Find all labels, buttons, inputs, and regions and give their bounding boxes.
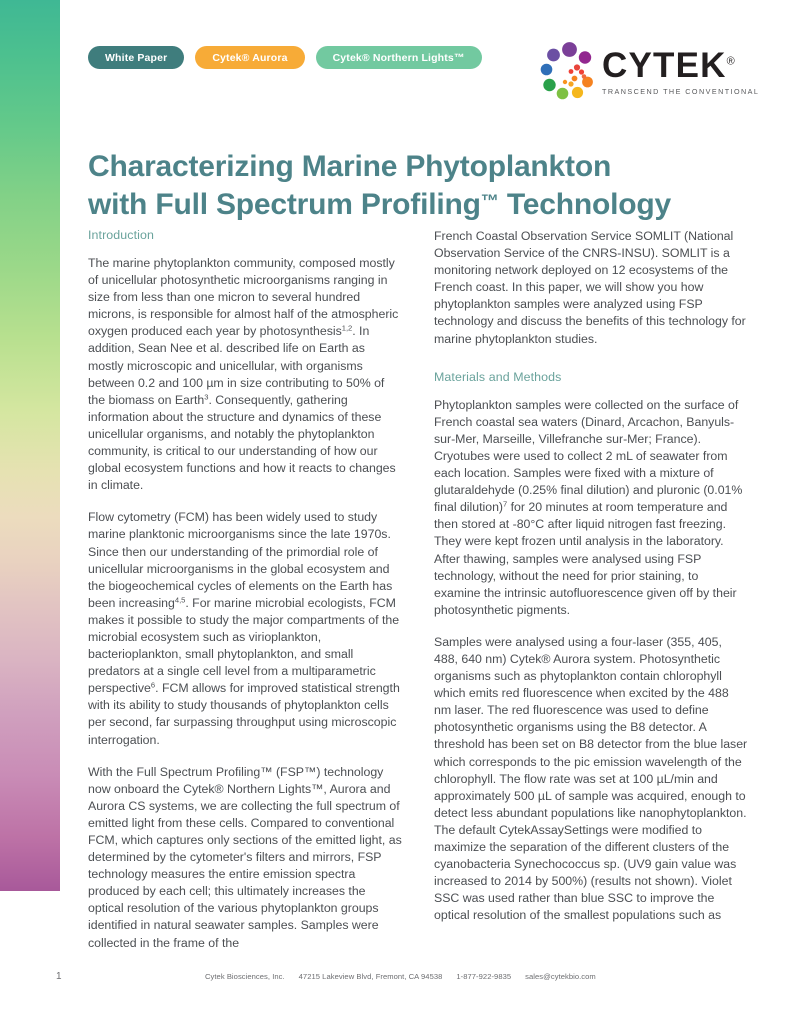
cytek-wordmark-text	[602, 48, 748, 83]
page-title-line2-pre: with Full Spectrum Profiling	[88, 187, 481, 221]
document-footer	[0, 969, 796, 993]
section-heading-introduction: Introduction	[88, 228, 154, 242]
page-title-line2-post: Technology	[498, 187, 671, 221]
body-columns	[88, 228, 748, 950]
footer-address: 47215 Lakeview Blvd, Fremont, CA 94538	[298, 972, 443, 981]
cytek-wordmark	[602, 46, 760, 96]
page-title	[88, 148, 738, 224]
page-title-line1: Characterizing Marine Phytoplankton	[88, 150, 612, 184]
document-header	[88, 40, 760, 110]
paragraph-intro-1: The marine phytoplankton community, composed mostly of unicellular photosynthetic microorganisms ranging in size from less than one micron to several hundred microns, is responsible for almost half of the atmospheric oxygen produced each year by photosynthesis$^{1,2}$. In addition, Sean Nee et al. described life on Earth as mostly microscopic and unicellular, with organisms between 0.2 and 100 µm in size contributing to 50% of the biomass on Earth$^3$. Consequently, gathering information about the structure and dynamics of these unicellular organisms, and notably the phytoplankton community, is critical to our understanding of how our global ecosystem functions and how it reacts to changes in climate.	[88, 256, 399, 493]
left-column	[88, 228, 402, 950]
footer-company: Cytek Biosciences, Inc.	[205, 972, 285, 981]
trademark-symbol: ™	[480, 190, 499, 211]
page-number: 1	[56, 971, 62, 982]
citation-marker: 7	[503, 499, 508, 509]
footer-phone: 1-877-922-9835	[456, 972, 512, 981]
cytek-registered-mark: ®	[726, 55, 736, 68]
footer-contact-info	[205, 972, 596, 981]
cytek-logo	[540, 40, 760, 102]
footer-email: sales@cytekbio.com	[525, 972, 596, 981]
citation-marker: 4,5	[174, 595, 186, 605]
paragraph-somlit: French Coastal Observation Service SOMLIT (National Observation Service of the CNRS-INSU). SOMLIT is a monitoring network deployed on 12 ecosystems of the French coast. In this paper, we will show you how phytoplankton samples were analyzed using FSP technology and discuss the benefits of this technology for marine phytoplankton studies.	[434, 229, 746, 346]
badge-cytek-aurora: Cytek® Aurora	[195, 46, 304, 69]
paragraph-methods-1: Phytoplankton samples were collected on the surface of French coastal sea waters (Dinard, Arcachon, Banyuls-sur-Mer, Marseille, Villefranche sur-Mer; France). Cryotubes were used to collect 2 mL of seawater from each location. Samples were fixed with a mixture of glutaraldehyde (0.25% final dilution) and pluronic (0.01% final dilution)$^7$ for 20 minutes at room temperature and then stored at -80°C after liquid nitrogen fast freezing. They were kept frozen until analysis in the laboratory. After thawing, samples were analysed using FSP technology, without the need for prior staining, to examine the intrinsic autofluorescence given off by their photosynthetic pigments.	[434, 397, 743, 617]
citation-marker: 6	[150, 680, 156, 690]
section-heading-materials-and-methods: Materials and Methods	[434, 369, 562, 384]
right-column	[434, 228, 748, 923]
cytek-tagline: TRANSCEND THE CONVENTIONAL	[602, 87, 760, 96]
cytek-name: CYTEK	[602, 46, 727, 85]
badge-white-paper: White Paper	[88, 46, 184, 69]
badge-cytek-northern-lights: Cytek® Northern Lights™	[316, 46, 482, 69]
citation-marker: 1,2	[341, 323, 353, 333]
paragraph-methods-2: Samples were analysed using a four-laser (355, 405, 488, 640 nm) Cytek® Aurora system. Photosynthetic organisms such as phytoplankton contain chlorophyll which emits red fluorescence when excited by the 488 nm laser. The red fluorescence was used to define photosynthetic organisms using the B8 detector. A threshold has been set on B8 detector from the blue laser which corresponds to the pic emission wavelength of the chlorophyll. The flow rate was set at 100 µL/min and approximately 500 µL of sample was acquired, enough to detect less abundant populations like nanophytoplankton. The default CytekAssaySettings were modified to maximize the separation of the different clusters of the cyanobacteria Synechococcus sp. (UV9 gain value was increased to 2014 by 500%) (results not shown). Violet SSC was used rather than blue SSC to improve the optical resolution of the smallest populations such as	[434, 634, 748, 923]
cytek-logo-mark-icon	[540, 42, 598, 100]
citation-marker: 3	[204, 392, 209, 402]
paragraph-intro-2: Flow cytometry (FCM) has been widely used to study marine planktonic microorganisms since the late 1970s. Since then our understanding of the primordial role of unicellular microorganisms in the global ecosystem and the biogeochemical cycles of elements on the Earth has been increasing$^{4,5}$. For marine microbial ecologists, FCM makes it possible to study the major compartments of the microbial ecosystem such as virioplankton, bacterioplankton, small phytoplankton, and small predators at a single cell level from a multiparametric perspective$^6$. FCM allows for improved statistical strength with its ability to study thousands of phytoplankton cells per second, far surpassing throughput using microscopic interrogation.	[88, 510, 400, 747]
paragraph-intro-3: With the Full Spectrum Profiling™ (FSP™) technology now onboard the Cytek® Northern Lights™, Aurora and Aurora CS systems, we are collecting the full spectrum of emitted light from these cells. Compared to conventional FCM, which captures only sections of the emitted light, as determined by the cytometer's filters and mirrors, FSP technology measures the entire emission spectra produced by each cell; this ultimately increases the optical resolution of the various phytoplankton groups identified in natural seawater samples. Samples were collected in the frame of the	[88, 764, 402, 950]
badge-group	[88, 46, 482, 69]
